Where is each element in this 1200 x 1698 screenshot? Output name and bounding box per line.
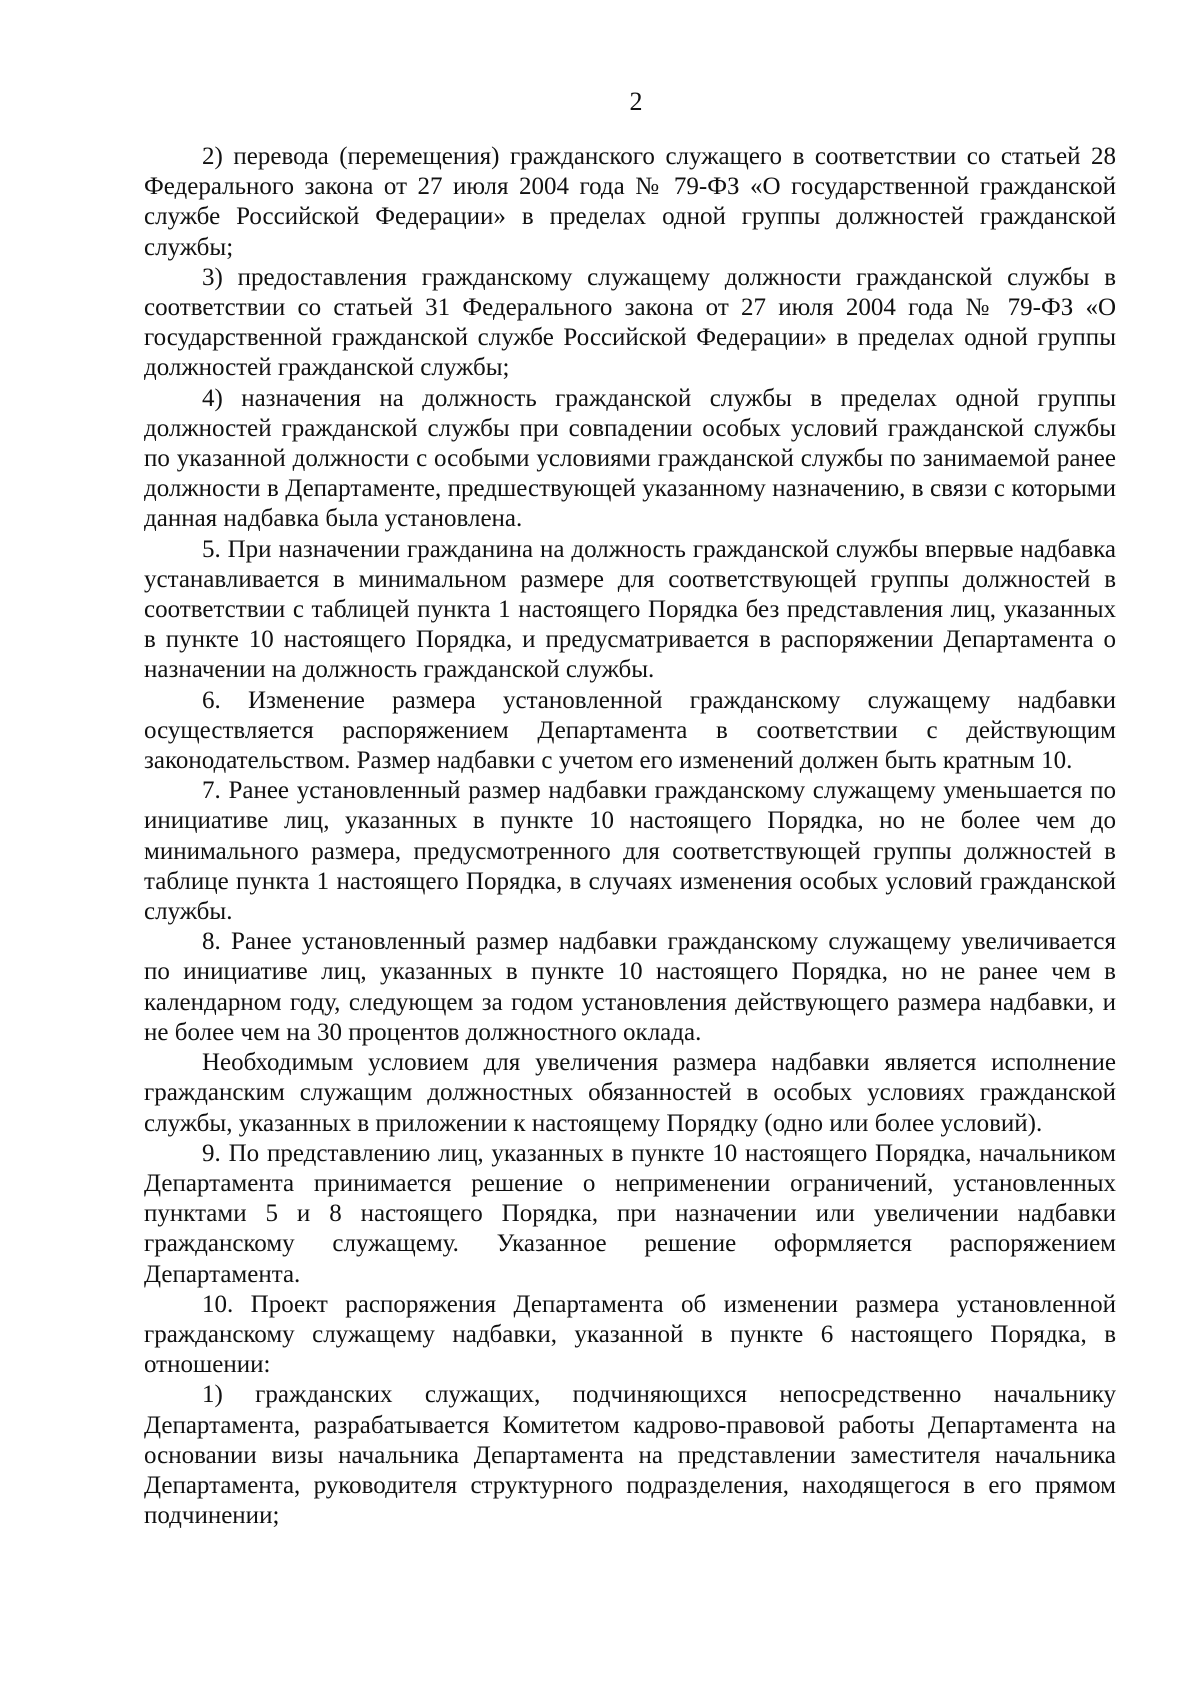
paragraph-item-2: 2) перевода (перемещения) гражданского служащего в соответствии со статьей 28 Федерального закона от 27 июля 2004 года № 79-ФЗ «О государственной гражданской службе Российской Федерации» в пределах одной группы должностей гражданской службы; bbox=[144, 143, 1116, 261]
paragraph-clause-7: 7. Ранее установленный размер надбавки гражданскому служащему уменьшается по инициативе лиц, указанных в пункте 10 настоящего Порядка, но не более чем до минимального размера, предусмотренного для соответствующей группы должностей в таблице пункта 1 настоящего Порядка, в случаях изменения особых условий гражданской службы. bbox=[144, 777, 1116, 926]
paragraph-clause-9: 9. По представлению лиц, указанных в пункте 10 настоящего Порядка, начальником Департамента принимается решение о неприменении ограничений, установленных пунктами 5 и 8 настоящего Порядка, при назначении или увеличении надбавки гражданскому служащему. Указанное решение оформляется распоряжением Департамента. bbox=[144, 1139, 1116, 1288]
paragraph-clause-5: 5. При назначении гражданина на должность гражданской службы впервые надбавка устанавливается в минимальном размере для соответствующей группы должностей в соответствии с таблицей пункта 1 настоящего Порядка без представления лиц, указанных в пункте 10 настоящего Порядка, и предусматривается в распоряжении Департамента о назначении на должность гражданской службы. bbox=[144, 535, 1116, 684]
paragraph-condition: Необходимым условием для увеличения размера надбавки является исполнение гражданским служащим должностных обязанностей в особых условиях гражданской службы, указанных в приложении к настоящему Порядку (одно или более условий). bbox=[144, 1049, 1116, 1137]
paragraph-subitem-1: 1) гражданских служащих, подчиняющихся непосредственно начальнику Департамента, разрабатывается Комитетом кадрово-правовой работы Департамента на основании визы начальника Департамента на представлении заместителя начальника Департамента, руководителя структурного подразделения, находящегося в его прямом подчинении; bbox=[144, 1381, 1116, 1530]
paragraph-item-4: 4) назначения на должность гражданской службы в пределах одной группы должностей гражданской службы при совпадении особых условий гражданской службы по указанной должности с особыми условиями гражданской службы по занимаемой ранее должности в Департаменте, предшествующей указанному назначению, в связи с которыми данная надбавка была установлена. bbox=[144, 384, 1116, 533]
paragraph-clause-6: 6. Изменение размера установленной гражданскому служащему надбавки осуществляется распоряжением Департамента в соответствии с действующим законодательством. Размер надбавки с учетом его изменений должен быть кратным 10. bbox=[144, 686, 1116, 775]
paragraph-clause-10: 10. Проект распоряжения Департамента об изменении размера установленной гражданскому служащему надбавки, указанной в пункте 6 настоящего Порядка, в отношении: bbox=[144, 1290, 1116, 1379]
document-body bbox=[144, 142, 1116, 1531]
paragraph-clause-8: 8. Ранее установленный размер надбавки гражданскому служащему увеличивается по инициативе лиц, указанных в пункте 10 настоящего Порядка, но не ранее чем в календарном году, следующем за годом установления действующего размера надбавки, и не более чем на 30 процентов должностного оклада. bbox=[144, 928, 1116, 1046]
paragraph-item-3: 3) предоставления гражданскому служащему должности гражданской службы в соответствии со статьей 31 Федерального закона от 27 июля 2004 года № 79-ФЗ «О государственной гражданской службе Российской Федерации» в пределах одной группы должностей гражданской службы; bbox=[144, 263, 1116, 382]
page-number: 2 bbox=[629, 87, 643, 116]
